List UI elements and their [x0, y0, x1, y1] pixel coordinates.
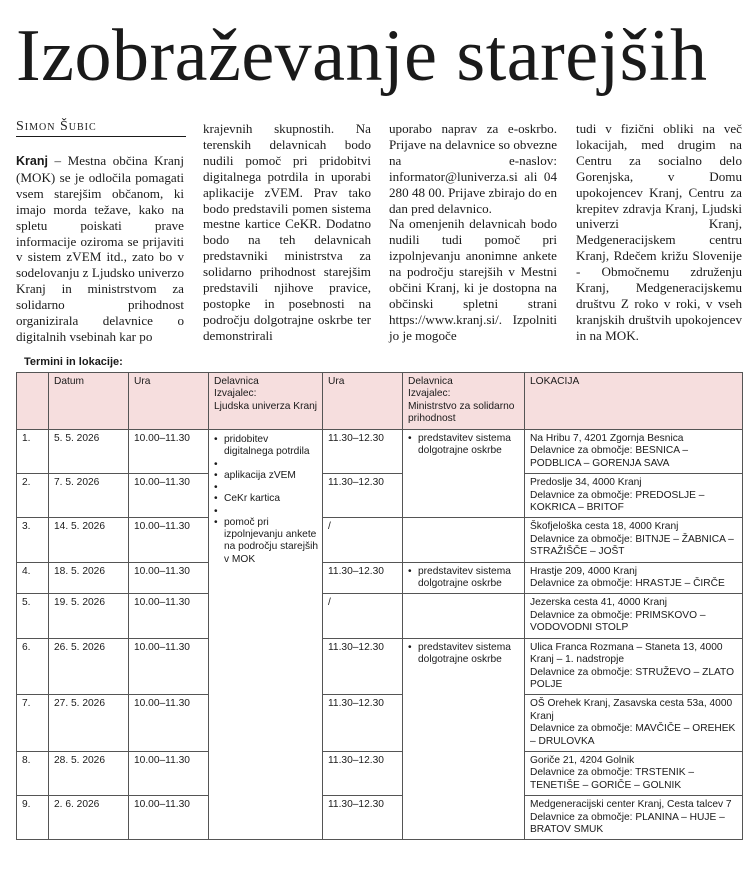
byline	[16, 119, 186, 137]
row-number: 2.	[17, 474, 49, 518]
ministry-workshop-topic	[403, 430, 525, 518]
row-time-2: /	[323, 518, 403, 562]
row-time-2: 11.30–12.30	[323, 638, 403, 695]
row-time-1: 10.00–11.30	[129, 562, 209, 594]
row-time-1: 10.00–11.30	[129, 430, 209, 474]
location-area: Delavnice za območje: HRASTJE – ČIRČE	[530, 578, 725, 590]
row-time-2: 11.30–12.30	[323, 695, 403, 752]
article-column-1	[16, 153, 184, 345]
table-row	[17, 430, 743, 474]
row-location	[525, 695, 743, 752]
lu-topic-item: • pomoč pri izpolnjevanju ankete na področju starejših v MOK	[214, 517, 318, 567]
ministry-workshop-empty	[403, 518, 525, 562]
location-address: Medgeneracijski center Kranj, Cesta talcev 7	[530, 799, 732, 811]
location-address: OŠ Orehek Kranj, Zasavska cesta 53a, 4000 Kranj	[530, 698, 733, 722]
byline-rule	[16, 136, 186, 137]
location-address: Ulica Franca Rozmana – Staneta 13, 4000 Kranj – 1. nadstropje	[530, 641, 723, 666]
header-workshop-lu-provider: Ljudska univerza Kranj	[214, 400, 318, 412]
row-number: 3.	[17, 518, 49, 562]
ministry-topic-item: • predstavitev sistema dolgotrajne oskrbe	[408, 566, 520, 591]
header-location: LOKACIJA	[525, 373, 743, 430]
location-address: Predoslje 34, 4000 Kranj	[530, 477, 642, 489]
location-area: Delavnice za območje: STRUŽEVO – ZLATO POLJE	[530, 666, 735, 690]
table-row	[17, 594, 743, 638]
row-date: 5. 5. 2026	[49, 430, 129, 474]
row-number: 9.	[17, 796, 49, 840]
header-date: Datum	[49, 373, 129, 430]
location-area: Delavnice za območje: BESNICA – PODBLICA – GORENJA SAVA	[530, 445, 688, 469]
table-caption: Termini in lokacije:	[24, 356, 123, 368]
row-time-1: 10.00–11.30	[129, 695, 209, 752]
header-workshop-ministry-provider: Ministrstvo za solidarno prihodnost	[408, 400, 515, 425]
table-row	[17, 518, 743, 562]
location-area: Delavnice za območje: TRSTENIK – TENETIŠE – GORIČE – GOLNIK	[530, 767, 695, 791]
row-date: 2. 6. 2026	[49, 796, 129, 840]
ministry-workshop-topic	[403, 638, 525, 840]
header-time-2: Ura	[323, 373, 403, 430]
location-area: Delavnice za območje: PREDOSLJE – KOKRICA – BRITOF	[530, 489, 705, 514]
row-location	[525, 562, 743, 594]
table-row	[17, 751, 743, 795]
row-date: 14. 5. 2026	[49, 518, 129, 562]
row-time-1: 10.00–11.30	[129, 751, 209, 795]
column-3-paragraph-2: Na omenjenih delavnicah bodo nudili tudi pomoč pri izpolnjevanju anonimne ankete na področju starejših v Mestni občini Kranj, ki je dostopna na občinski spletni strani https://www.kranj.si/. Izpolniti jo je mogoče	[389, 216, 557, 343]
row-number: 4.	[17, 562, 49, 594]
header-number	[17, 373, 49, 430]
lead-word: Kranj	[16, 154, 48, 168]
header-time-1: Ura	[129, 373, 209, 430]
location-area: Delavnice za območje: PLANINA – HUJE – BRATOV SMUK	[530, 811, 725, 835]
row-time-2: /	[323, 594, 403, 638]
row-time-2: 11.30–12.30	[323, 474, 403, 518]
location-address: Škofjeloška cesta 18, 4000 Kranj	[530, 521, 679, 533]
row-time-1: 10.00–11.30	[129, 594, 209, 638]
column-2-text: krajevnih skupnostih. Na terenskih delavnicah bodo nudili pomoč pri pridobitvi digitalnega potrdila in uporabi aplikacije zVEM. Prav tako bodo predstavili pomen sistema mestne kartice CeKR. Dodatno bodo na teh delavnicah predstavniki ministrstva za solidarno prihodnost starejšim predstavili njihove pravice, postopke in posebnosti na področju dolgotrajne oskrbe ter demonstrirali	[203, 121, 371, 343]
header-workshop-lu-provider-label: Izvajalec:	[214, 388, 257, 400]
table-row	[17, 638, 743, 695]
location-address: Goriče 21, 4204 Golnik	[530, 754, 635, 766]
header-workshop-ministry	[403, 373, 525, 430]
row-time-1: 10.00–11.30	[129, 638, 209, 695]
row-time-1: 10.00–11.30	[129, 518, 209, 562]
ministry-workshop-empty	[403, 594, 525, 638]
column-4-text: tudi v fizični obliki na več lokacijah, med drugim na Centru za socialno delo Gorenjska, v Domu upokojencev Kranj, Centru za krepitev zdravja Kranj, Ljudski univerzi Kranj, Medgeneracijskem centru Kranj, Rdečem križu Slovenije - Območnemu združenju Kranj, Medgeneracijskemu društvu Z roko v roki, v vseh kranjskih društvih upokojencev in na MOK.	[576, 121, 742, 343]
row-number: 8.	[17, 751, 49, 795]
spacer	[214, 459, 318, 470]
row-date: 28. 5. 2026	[49, 751, 129, 795]
row-location	[525, 474, 743, 518]
table-header-row	[17, 373, 743, 430]
column-1-text: – Mestna občina Kranj (MOK) se je odločila pomagati vsem starejšim občanom, ki imajo morda težave, kako na spletu poiskati prave informacije oziroma se prijaviti v sistem zVEM itd., zato bo v sodelovanju z Ljudsko univerzo Kranj in ministrstvom za solidarno prihodnost organizirala delavnice o digitalnih vsebinah kar po	[16, 153, 184, 344]
location-area: Delavnice za območje: MAVČIČE – OREHEK – DRULOVKA	[530, 723, 736, 747]
header-workshop-lu	[209, 373, 323, 430]
table-row	[17, 562, 743, 594]
article-column-4	[576, 121, 742, 344]
ministry-topic-item: • predstavitev sistema dolgotrajne oskrbe	[408, 642, 520, 667]
spacer	[214, 482, 318, 493]
lu-topic-item: • CeKr kartica	[214, 493, 318, 505]
lu-workshop-topics	[209, 430, 323, 840]
row-location	[525, 430, 743, 474]
row-number: 5.	[17, 594, 49, 638]
row-time-1: 10.00–11.30	[129, 474, 209, 518]
row-number: 6.	[17, 638, 49, 695]
article-column-3	[389, 121, 557, 344]
row-location	[525, 594, 743, 638]
row-location	[525, 518, 743, 562]
lu-topic-item: • aplikacija zVEM	[214, 470, 318, 482]
row-location	[525, 796, 743, 840]
column-3-paragraph-1: uporabo naprav za e-oskrbo. Prijave na delavnice so obvezne na e-naslov: informator@luniverza.si ali 04 280 48 00. Prijave zbirajo do en dan pred delavnico.	[389, 121, 557, 216]
row-location	[525, 638, 743, 695]
lu-topic-item: • pridobitev digitalnega potrdila	[214, 434, 318, 459]
location-address: Na Hribu 7, 4201 Zgornja Besnica	[530, 433, 684, 444]
table-row	[17, 474, 743, 518]
row-number: 1.	[17, 430, 49, 474]
row-time-2: 11.30–12.30	[323, 430, 403, 474]
article-column-2	[203, 121, 371, 344]
row-date: 7. 5. 2026	[49, 474, 129, 518]
row-time-2: 11.30–12.30	[323, 796, 403, 840]
author-name: Simon Šubic	[16, 119, 97, 134]
location-area: Delavnice za območje: BITNJE – ŽABNICA – STRAŽIŠČE – JOŠT	[530, 533, 734, 558]
location-address: Jezerska cesta 41, 4000 Kranj	[530, 597, 668, 609]
location-area: Delavnice za območje: PRIMSKOVO – VODOVODNI STOLP	[530, 609, 706, 634]
table-row	[17, 796, 743, 840]
ministry-workshop-topic	[403, 562, 525, 594]
article-title: Izobraževanje starejših	[16, 15, 708, 97]
row-time-1: 10.00–11.30	[129, 796, 209, 840]
row-location	[525, 751, 743, 795]
header-workshop-ministry-title: Delavnica	[408, 376, 453, 387]
header-workshop-ministry-provider-label: Izvajalec:	[408, 388, 451, 400]
row-number: 7.	[17, 695, 49, 752]
row-time-2: 11.30–12.30	[323, 562, 403, 594]
row-time-2: 11.30–12.30	[323, 751, 403, 795]
ministry-topic-item: • predstavitev sistema dolgotrajne oskrbe	[408, 433, 520, 458]
schedule-table	[16, 372, 743, 840]
row-date: 26. 5. 2026	[49, 638, 129, 695]
row-date: 18. 5. 2026	[49, 562, 129, 594]
location-address: Hrastje 209, 4000 Kranj	[530, 565, 638, 577]
table-row	[17, 695, 743, 752]
row-date: 19. 5. 2026	[49, 594, 129, 638]
header-workshop-lu-title: Delavnica	[214, 376, 259, 387]
row-date: 27. 5. 2026	[49, 695, 129, 752]
spacer	[214, 506, 318, 517]
